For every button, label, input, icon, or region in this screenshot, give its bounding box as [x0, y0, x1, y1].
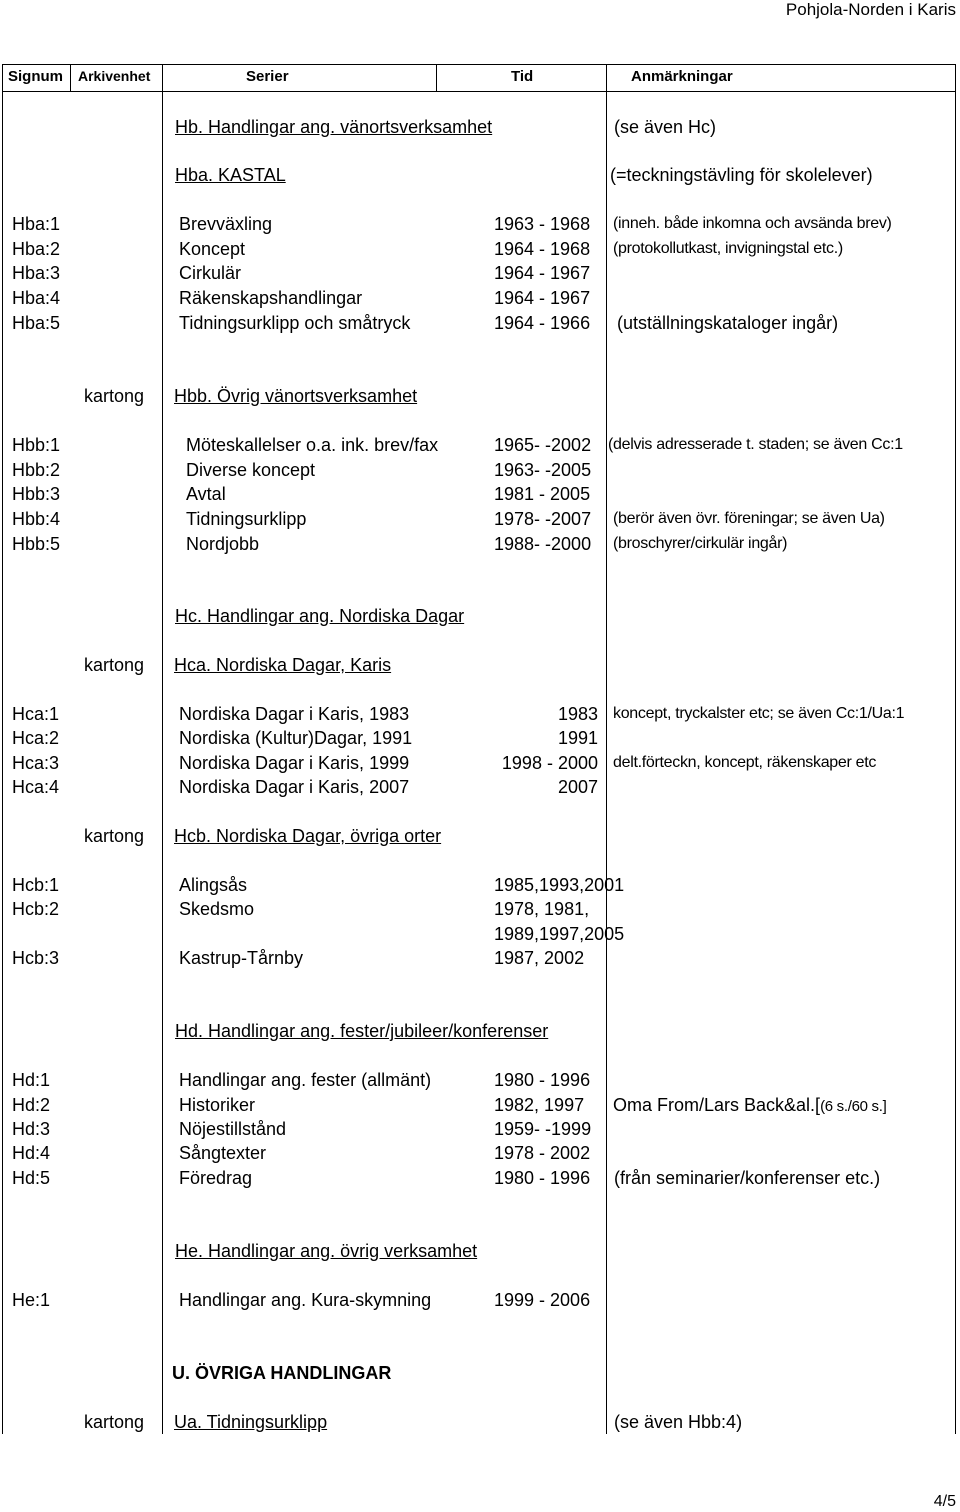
tid: 1999 - 2006 — [494, 1290, 591, 1310]
serie: Handlingar ang. Kura-skymning — [179, 1290, 432, 1310]
tid: 1978 - 2002 — [494, 1143, 591, 1163]
tid-continued: 1989,1997,2005 — [494, 924, 625, 944]
signum: Hd:5 — [12, 1168, 51, 1188]
signum: Hcb:2 — [12, 899, 60, 919]
serie: Handlingar ang. fester (allmänt) — [179, 1070, 432, 1090]
tid: 1985,1993,2001 — [494, 875, 625, 895]
table-top-border — [2, 64, 956, 65]
table-left-border — [2, 64, 3, 1434]
anmarkning: (utställningskataloger ingår) — [617, 313, 839, 333]
serie: Nordiska Dagar i Karis, 1999 — [179, 753, 410, 773]
serie: Avtal — [186, 484, 226, 504]
serie: Brevväxling — [179, 214, 273, 234]
signum: Hbb:4 — [12, 509, 61, 529]
signum: Hd:3 — [12, 1119, 51, 1139]
serie: Sångtexter — [179, 1143, 267, 1163]
serie: Koncept — [179, 239, 246, 259]
section-title-ua: Ua. Tidningsurklipp — [174, 1412, 328, 1432]
serie: Cirkulär — [179, 263, 242, 283]
signum: Hd:2 — [12, 1095, 51, 1115]
box-label: kartong — [84, 386, 145, 406]
page-header: Pohjola-Norden i Karis — [785, 0, 956, 19]
tid: 1980 - 1996 — [494, 1168, 591, 1188]
column-header-arkivenhet: Arkivenhet — [78, 68, 151, 84]
tid: 1991 — [557, 728, 598, 748]
column-header-tid: Tid — [511, 68, 534, 85]
section-title-hbb: Hbb. Övrig vänortsverksamhet — [174, 386, 418, 406]
serie: Nordjobb — [186, 534, 260, 554]
tid: 2007 — [557, 777, 598, 797]
anmarkning: (från seminarier/konferenser etc.) — [614, 1168, 881, 1188]
tid: 1963 - 1968 — [494, 214, 591, 234]
serie: Möteskallelser o.a. ink. brev/fax — [186, 435, 439, 455]
anmarkning: (inneh. både inkomna och avsända brev) — [613, 215, 892, 232]
signum: Hca:4 — [12, 777, 60, 797]
table-header-bottom-border — [2, 91, 956, 92]
serie: Historiker — [179, 1095, 256, 1115]
signum: Hbb:5 — [12, 534, 61, 554]
anmarkning: delt.förteckn, koncept, räkenskaper etc — [613, 754, 877, 771]
tid: 1963- -2005 — [494, 460, 592, 480]
signum: Hcb:3 — [12, 948, 60, 968]
tid: 1988- -2000 — [494, 534, 592, 554]
serie: Tidningsurklipp — [186, 509, 307, 529]
signum: Hba:2 — [12, 239, 61, 259]
signum: Hca:1 — [12, 704, 60, 724]
tid: 1959- -1999 — [494, 1119, 592, 1139]
section-title-hcb: Hcb. Nordiska Dagar, övriga orter — [174, 826, 442, 846]
serie: Föredrag — [179, 1168, 253, 1188]
serie: Nordiska Dagar i Karis, 2007 — [179, 777, 410, 797]
tid: 1964 - 1967 — [494, 288, 591, 308]
signum: Hcb:1 — [12, 875, 60, 895]
page-number: 4/5 — [933, 1493, 956, 1510]
signum: Hba:1 — [12, 214, 61, 234]
section-title-hd: Hd. Handlingar ang. fester/jubileer/konferenser — [175, 1021, 549, 1041]
serie: Diverse koncept — [186, 460, 316, 480]
signum: Hba:3 — [12, 263, 61, 283]
section-title-u: U. ÖVRIGA HANDLINGAR — [172, 1363, 392, 1383]
tid: 1978, 1981, — [494, 899, 590, 919]
anmarkning: koncept, tryckalster etc; se även Cc:1/Ua:1 — [613, 705, 905, 722]
signum: Hba:4 — [12, 288, 61, 308]
box-label: kartong — [84, 826, 145, 846]
anmarkning — [613, 1095, 887, 1117]
signum: He:1 — [12, 1290, 51, 1310]
serie: Alingsås — [179, 875, 248, 895]
section-title-he: He. Handlingar ang. övrig verksamhet — [175, 1241, 478, 1261]
anmarkning: (berör även övr. föreningar; se även Ua) — [613, 510, 885, 527]
anmarkning: (protokollutkast, invigningstal etc.) — [613, 240, 843, 257]
section-title-hc: Hc. Handlingar ang. Nordiska Dagar — [175, 606, 465, 626]
serie: Kastrup-Tårnby — [179, 948, 304, 968]
serie: Nöjestillstånd — [179, 1119, 287, 1139]
divider-arkivenhet-serier — [162, 64, 163, 1434]
tid: 1964 - 1966 — [494, 313, 591, 333]
tid: 1981 - 2005 — [494, 484, 591, 504]
table-right-border — [955, 64, 956, 1434]
tid: 1980 - 1996 — [494, 1070, 591, 1090]
signum: Hca:2 — [12, 728, 60, 748]
serie: Nordiska (Kultur)Dagar, 1991 — [179, 728, 413, 748]
anmarkning-main: Oma From/Lars Back&al.[ — [613, 1095, 821, 1115]
signum: Hbb:2 — [12, 460, 61, 480]
column-header-anmarkningar: Anmärkningar — [631, 68, 733, 85]
signum: Hd:4 — [12, 1143, 51, 1163]
section-title-hb: Hb. Handlingar ang. vänortsverksamhet — [175, 117, 493, 137]
tid: 1964 - 1967 — [494, 263, 591, 283]
section-note-ua: (se även Hbb:4) — [614, 1412, 743, 1432]
signum: Hd:1 — [12, 1070, 51, 1090]
box-label: kartong — [84, 1412, 145, 1432]
column-header-serier: Serier — [246, 68, 289, 85]
serie: Räkenskapshandlingar — [179, 288, 363, 308]
tid: 1982, 1997 — [494, 1095, 585, 1115]
divider-serier-tid — [436, 64, 437, 92]
section-title-hba: Hba. KASTAL — [175, 165, 286, 185]
signum: Hbb:1 — [12, 435, 61, 455]
box-label: kartong — [84, 655, 145, 675]
serie: Tidningsurklipp och småtryck — [179, 313, 411, 333]
section-note-hba: (=teckningstävling för skolelever) — [610, 165, 873, 185]
anmarkning-pages: (6 s./60 s.] — [820, 1098, 887, 1115]
signum: Hca:3 — [12, 753, 60, 773]
serie: Skedsmo — [179, 899, 255, 919]
signum: Hbb:3 — [12, 484, 61, 504]
anmarkning: (delvis adresserade t. staden; se även Cc:1 — [608, 436, 903, 453]
signum: Hba:5 — [12, 313, 61, 333]
divider-tid-anmarkningar — [606, 64, 607, 1434]
anmarkning: (broschyrer/cirkulär ingår) — [613, 535, 788, 552]
column-header-signum: Signum — [8, 68, 63, 85]
serie: Nordiska Dagar i Karis, 1983 — [179, 704, 410, 724]
tid: 1998 - 2000 — [501, 753, 598, 773]
tid: 1987, 2002 — [494, 948, 585, 968]
divider-signum-arkivenhet — [70, 64, 71, 92]
tid: 1964 - 1968 — [494, 239, 591, 259]
tid: 1978- -2007 — [494, 509, 592, 529]
section-note-hb: (se även Hc) — [614, 117, 717, 137]
tid: 1983 — [557, 704, 598, 724]
section-title-hca: Hca. Nordiska Dagar, Karis — [174, 655, 392, 675]
tid: 1965- -2002 — [494, 435, 592, 455]
